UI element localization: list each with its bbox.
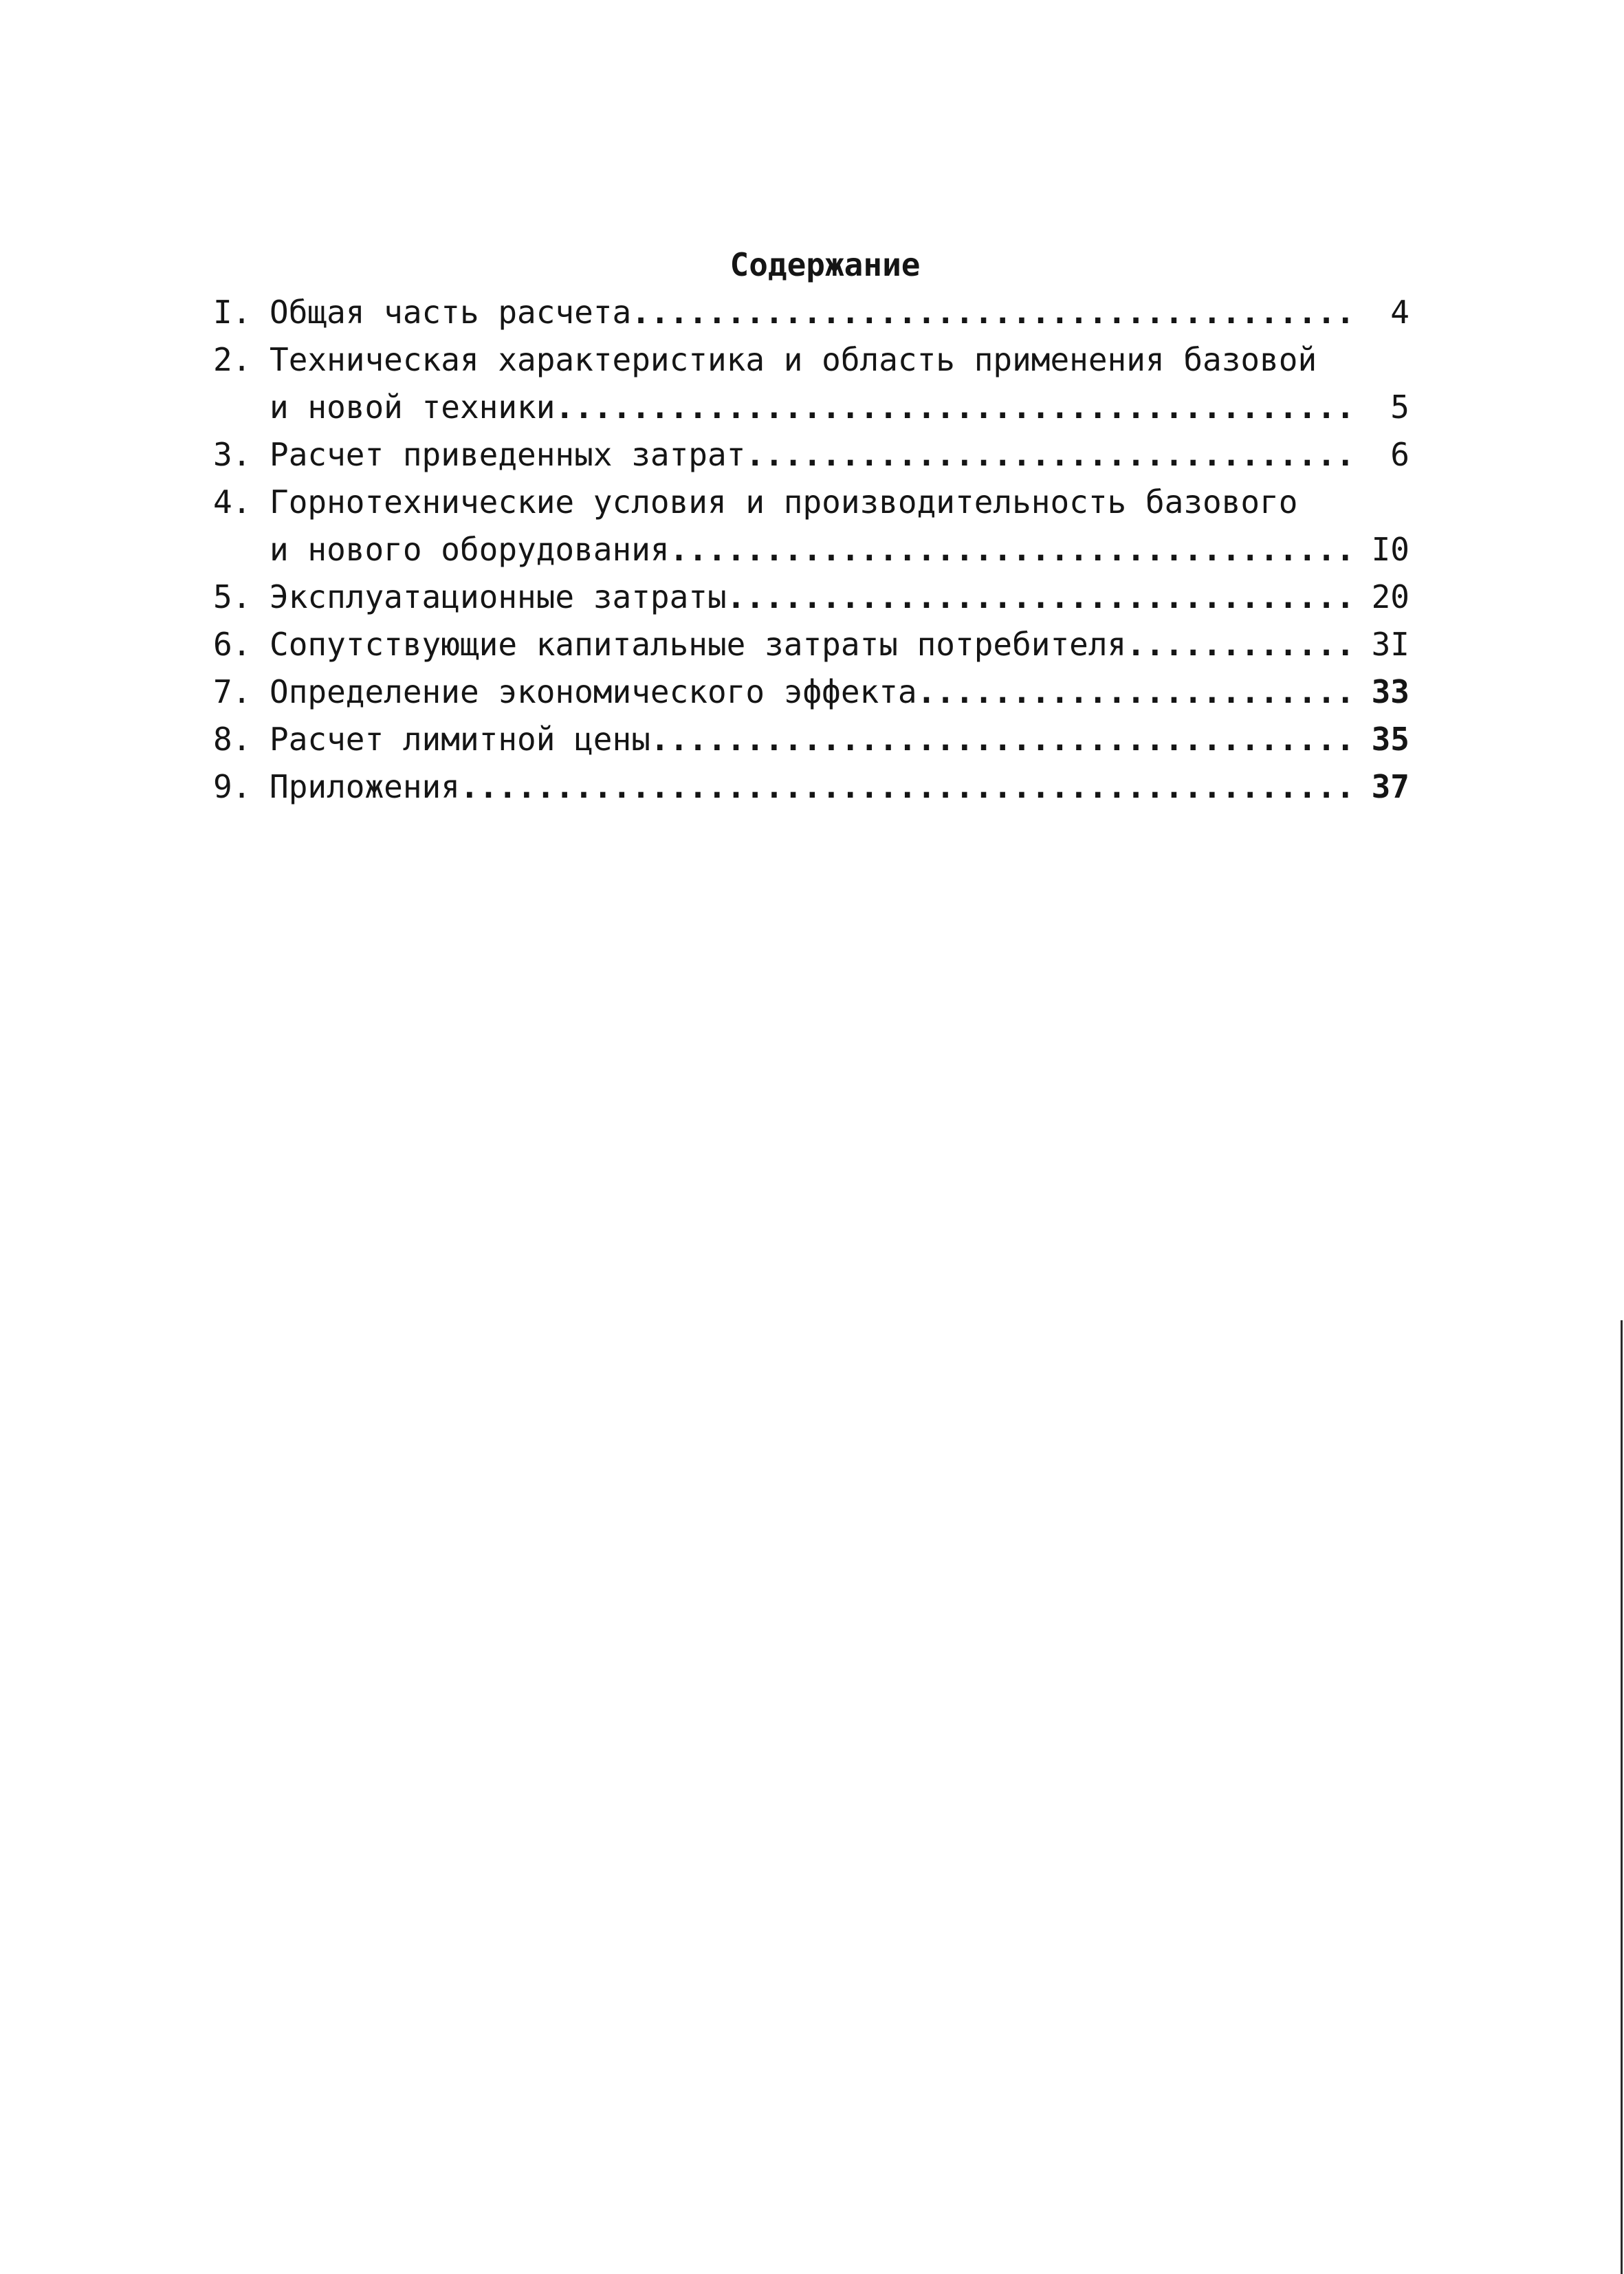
toc-entry bbox=[213, 621, 1409, 668]
dot-leader bbox=[745, 431, 1357, 479]
dot-leader bbox=[650, 716, 1357, 763]
entry-number: 5. bbox=[213, 578, 252, 615]
entry-text: Сопутствующие капитальные затраты потребителя bbox=[270, 626, 1127, 663]
dot-leader bbox=[670, 526, 1357, 573]
entry-number: 9. bbox=[213, 768, 252, 805]
entry-page: 3I bbox=[1371, 626, 1409, 663]
entry-page: 37 bbox=[1371, 768, 1409, 805]
entry-number: 3. bbox=[213, 436, 252, 473]
entry-text-continued: и нового оборудования bbox=[270, 531, 670, 568]
toc-entry bbox=[213, 431, 1409, 479]
toc-entry bbox=[213, 668, 1409, 716]
table-of-contents bbox=[213, 241, 1409, 811]
scan-edge-line bbox=[1621, 1320, 1623, 2274]
entry-number: 2. bbox=[213, 341, 252, 378]
dot-leader bbox=[727, 573, 1357, 621]
entry-page: 4 bbox=[1390, 294, 1409, 331]
entry-page: I0 bbox=[1371, 531, 1409, 568]
toc-list bbox=[213, 289, 1409, 811]
entry-text: Общая часть расчета bbox=[270, 294, 632, 331]
dot-leader bbox=[917, 668, 1357, 716]
entry-text-continued: и новой техники bbox=[270, 389, 556, 426]
entry-text: Техническая характеристика и область применения базовой bbox=[270, 341, 1317, 378]
entry-page: 35 bbox=[1371, 721, 1409, 758]
toc-entry bbox=[213, 716, 1409, 763]
entry-text: Эксплуатационные затраты bbox=[270, 578, 727, 615]
dot-leader bbox=[631, 289, 1357, 336]
entry-number: I. bbox=[213, 294, 252, 331]
toc-entry bbox=[213, 479, 1409, 573]
toc-entry bbox=[213, 573, 1409, 621]
entry-number: 7. bbox=[213, 673, 252, 710]
toc-entry bbox=[213, 763, 1409, 811]
entry-text: Расчет приведенных затрат bbox=[270, 436, 746, 473]
dot-leader bbox=[460, 763, 1357, 811]
entry-text: Расчет лимитной цены bbox=[270, 721, 650, 758]
entry-page: 20 bbox=[1371, 578, 1409, 615]
entry-page: 6 bbox=[1390, 436, 1409, 473]
entry-page: 5 bbox=[1390, 389, 1409, 426]
dot-leader bbox=[555, 384, 1357, 431]
entry-text: Определение экономического эффекта bbox=[270, 673, 917, 710]
dot-leader bbox=[1126, 621, 1357, 668]
entry-number: 4. bbox=[213, 483, 252, 521]
toc-entry bbox=[213, 289, 1409, 336]
toc-entry bbox=[213, 336, 1409, 431]
entry-text: Приложения bbox=[270, 768, 460, 805]
toc-title: Содержание bbox=[729, 246, 921, 283]
entry-number: 6. bbox=[213, 626, 252, 663]
entry-number: 8. bbox=[213, 721, 252, 758]
entry-page: 33 bbox=[1371, 673, 1409, 710]
entry-text: Горнотехнические условия и производительность базового bbox=[270, 483, 1298, 521]
